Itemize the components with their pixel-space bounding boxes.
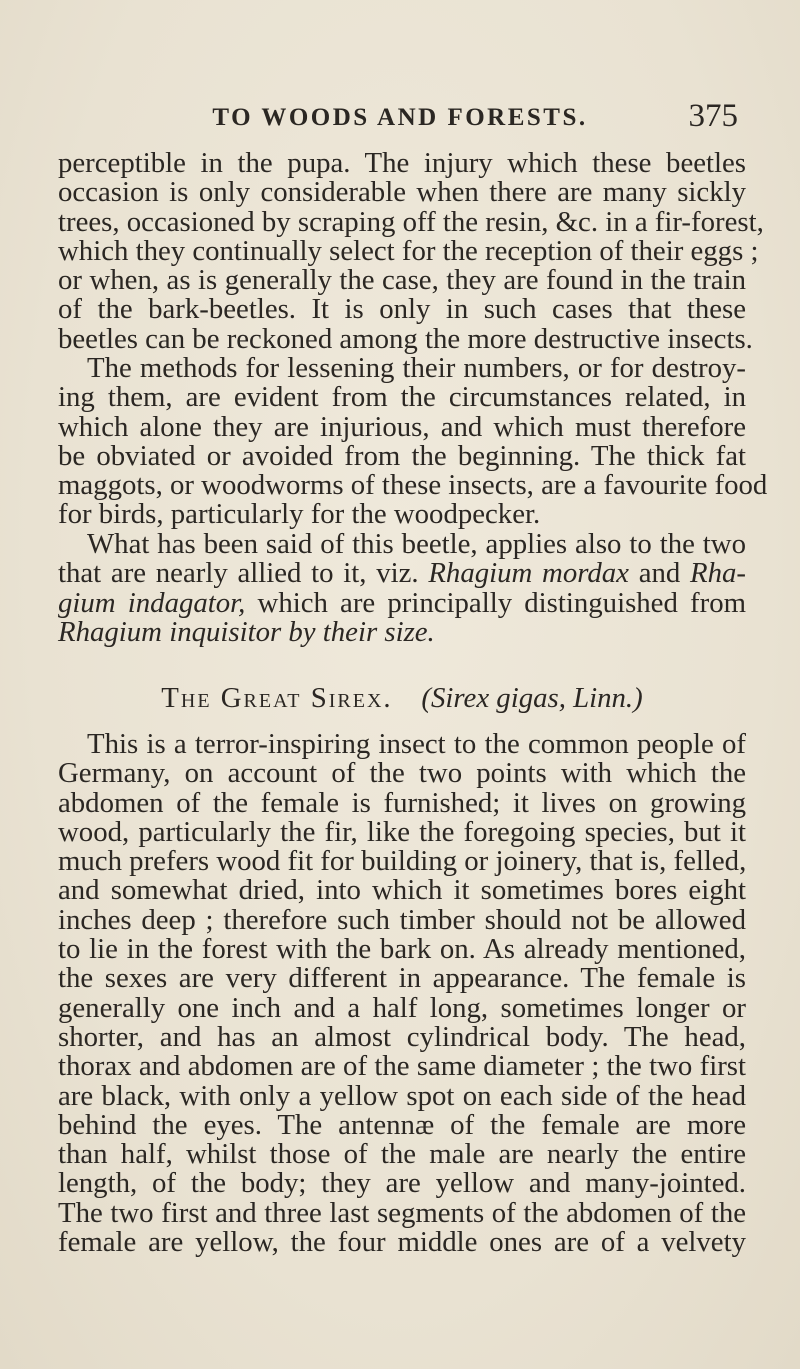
text-line: and somewhat dried, into which it sometimes bores eight	[58, 874, 746, 907]
species-name: Rhagium mordax	[428, 557, 629, 590]
species-name: Rhagium	[58, 615, 162, 648]
text-line: trees, occasioned by scraping off the resin, &c. in a fir-forest,	[58, 205, 764, 238]
text-fragment: and	[638, 557, 681, 590]
text-line: than half, whilst those of the male are nearly the entire	[58, 1138, 746, 1171]
text-fragment: which are principally distinguished from	[257, 586, 746, 619]
text-line: the sexes are very different in appearance. The female is	[58, 962, 746, 995]
paragraph-4	[58, 730, 746, 1257]
text-line: maggots, or woodworms of these insects, are a favourite food	[58, 469, 768, 502]
text-line: This is a terror-inspiring insect to the common people of	[87, 728, 746, 760]
text-line: occasion is only considerable when there are many sickly	[58, 176, 746, 209]
text-line: to lie in the forest with the bark on. As already mentioned,	[58, 933, 746, 966]
text-line: abdomen of the female is furnished; it lives on growing	[58, 786, 746, 819]
text-line: much prefers wood fit for building or joinery, that is, felled,	[58, 845, 747, 878]
text-fragment: that are nearly allied to it, viz.	[58, 557, 419, 590]
paragraph-3	[58, 530, 746, 647]
section-latin-name: (Sirex gigas, Linn.)	[421, 682, 643, 714]
text-line: female are yellow, the four middle ones are of a velvety	[58, 1226, 746, 1259]
paragraph-2	[58, 352, 768, 531]
text-line: What has been said of this beetle, applies also to the two	[87, 528, 746, 560]
section-title: The Great Sirex.	[161, 682, 393, 714]
text-line: perceptible in the pupa. The injury which these beetles	[58, 147, 746, 179]
page-number: 375	[688, 98, 738, 134]
species-name: inquisitor by their size.	[169, 615, 435, 648]
text-line: inches deep ; therefore such timber should not be allowed	[58, 903, 746, 936]
text-line: of the bark-beetles. It is only in such cases that these	[58, 293, 746, 326]
text-line	[58, 586, 746, 619]
text-line: ing them, are evident from the circumstances related, in	[58, 381, 746, 414]
running-head: TO WOODS AND FORESTS.	[212, 104, 588, 131]
text-line: length, of the body; they are yellow and many-jointed.	[58, 1167, 746, 1200]
text-line: which alone they are injurious, and which must therefore	[58, 410, 746, 443]
species-name: indagator,	[127, 586, 246, 619]
text-line: thorax and abdomen are of the same diameter ; the two first	[58, 1050, 746, 1083]
species-name: gium	[58, 586, 116, 619]
text-line: behind the eyes. The antennæ of the female are more	[58, 1108, 746, 1141]
paragraph-1	[58, 147, 764, 355]
text-line: Germany, on account of the two points with which the	[58, 757, 746, 790]
text-line: The two first and three last segments of the abdomen of the	[58, 1196, 746, 1229]
text-line: beetles can be reckoned among the more destructive insects.	[58, 322, 753, 355]
text-line: wood, particularly the fir, like the foregoing species, but it	[58, 815, 746, 848]
text-line: are black, with only a yellow spot on each side of the head	[58, 1079, 746, 1112]
section-heading	[58, 678, 746, 718]
text-line: The methods for lessening their numbers, or for destroy-	[87, 352, 746, 384]
species-name: Rha-	[690, 557, 746, 590]
text-line: which they continually select for the reception of their eggs ;	[58, 234, 759, 267]
text-line: for birds, particularly for the woodpecker.	[58, 498, 541, 531]
page-header	[0, 98, 800, 144]
text-line: generally one inch and a half long, sometimes longer or	[58, 991, 746, 1024]
text-line: be obviated or avoided from the beginning. The thick fat	[58, 439, 746, 472]
text-line	[58, 615, 746, 648]
text-line: shorter, and has an almost cylindrical body. The head,	[58, 1020, 746, 1053]
text-line: or when, as is generally the case, they are found in the train	[58, 264, 746, 297]
text-line	[58, 559, 746, 588]
